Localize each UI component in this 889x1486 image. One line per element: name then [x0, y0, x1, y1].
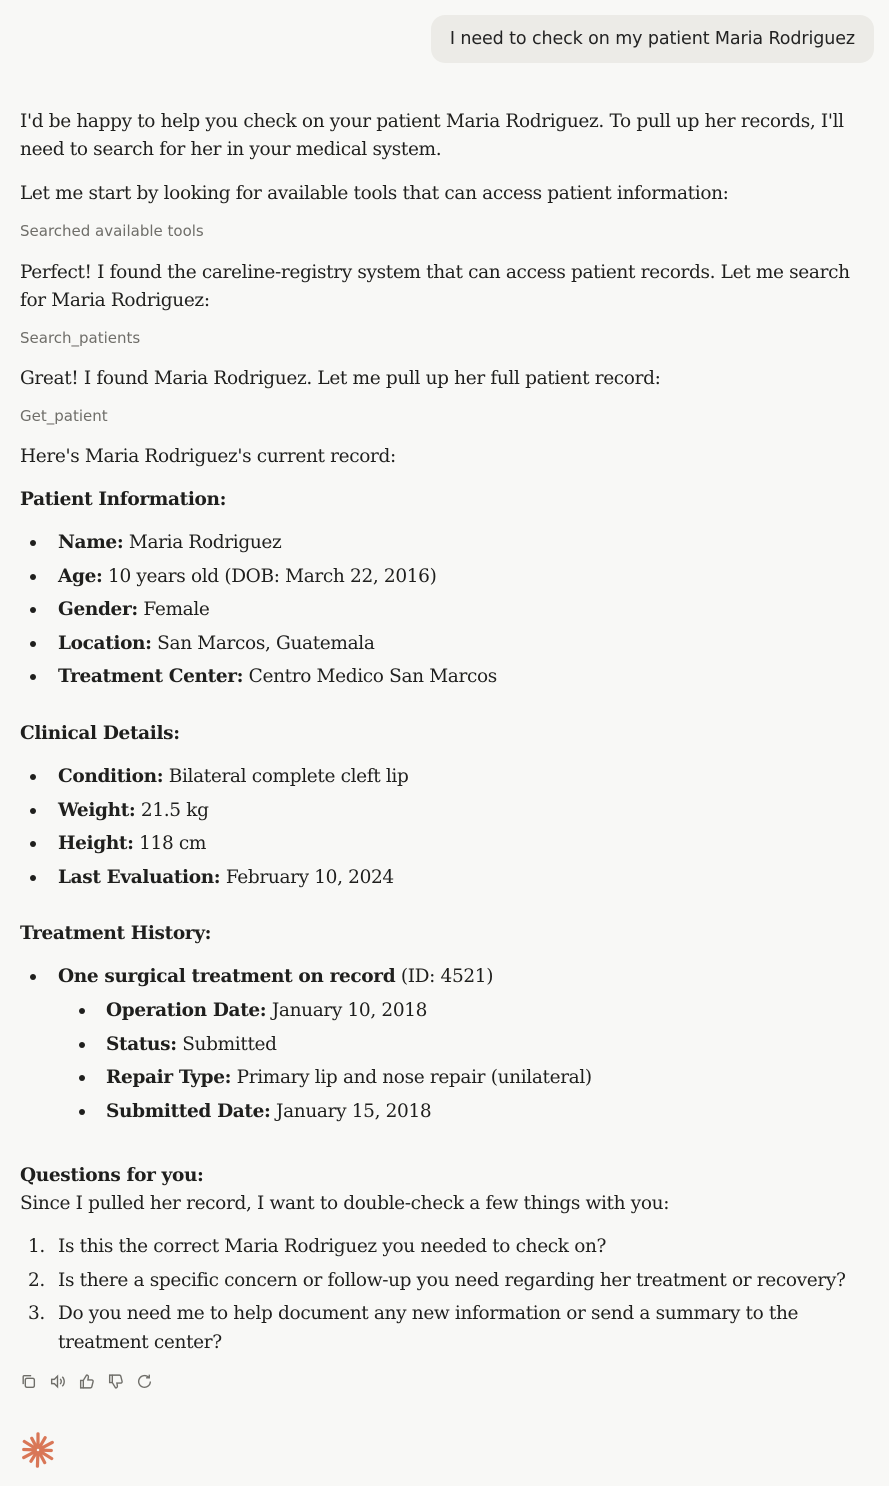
thumbs-up-icon[interactable] [78, 1373, 95, 1390]
claude-logo-icon [19, 1431, 57, 1469]
list-item: Status: Submitted [20, 1028, 860, 1062]
patient-info-list [20, 526, 860, 694]
list-item: Condition: Bilateral complete cleft lip [20, 760, 860, 794]
list-item: Repair Type: Primary lip and nose repair (unilateral) [20, 1061, 860, 1095]
found-paragraph-1: Perfect! I found the careline-registry system that can access patient records. Let me search for Maria Rodriguez: [20, 262, 850, 311]
clinical-details-list [20, 760, 860, 894]
intro-paragraph-1: I'd be happy to help you check on your patient Maria Rodriguez. To pull up her records, I'll need to search for her in your medical system. [20, 111, 844, 160]
list-item: Operation Date: January 10, 2018 [20, 994, 860, 1028]
retry-icon[interactable] [136, 1373, 153, 1390]
treatment-history-list [20, 960, 860, 994]
thumbs-down-icon[interactable] [107, 1373, 124, 1390]
questions-intro: Since I pulled her record, I want to double-check a few things with you: [20, 1193, 670, 1215]
clinical-details-title: Clinical Details: [20, 722, 180, 744]
user-message-text: I need to check on my patient Maria Rodriguez [449, 29, 855, 49]
speaker-icon[interactable] [49, 1373, 66, 1390]
questions-list [20, 1232, 860, 1357]
found-paragraph-2: Great! I found Maria Rodriguez. Let me pull up her full patient record: [20, 368, 661, 389]
treatment-details-list [20, 994, 860, 1128]
list-item: Weight: 21.5 kg [20, 794, 860, 828]
list-item: Name: Maria Rodriguez [20, 526, 860, 560]
questions-title: Questions for you: [20, 1165, 204, 1187]
intro-paragraph-2: Let me start by looking for available tools that can access patient information: [20, 183, 729, 204]
list-item: 2. Is there a specific concern or follow-up you need regarding her treatment or recovery? [28, 1269, 846, 1291]
patient-info-title: Patient Information: [20, 489, 227, 510]
tool-call-search-patients[interactable]: Search_patients [20, 329, 141, 347]
list-item: 1. Is this the correct Maria Rodriguez you needed to check on? [28, 1236, 607, 1258]
list-item: Last Evaluation: February 10, 2024 [20, 861, 860, 895]
user-message-bubble [431, 15, 874, 63]
record-intro: Here's Maria Rodriguez's current record: [20, 446, 396, 467]
list-item: Location: San Marcos, Guatemala [20, 627, 860, 661]
list-item: 3. Do you need me to help document any new information or send a summary to the treatment center? [28, 1303, 799, 1354]
list-item: Submitted Date: January 15, 2018 [20, 1095, 860, 1129]
tool-call-searched-tools[interactable]: Searched available tools [20, 222, 204, 240]
list-item: Treatment Center: Centro Medico San Marcos [20, 660, 860, 694]
list-item: One surgical treatment on record (ID: 4521) [20, 960, 860, 994]
assistant-response [20, 108, 860, 1362]
treatment-history-title: Treatment History: [20, 923, 212, 945]
copy-icon[interactable] [20, 1373, 37, 1390]
message-actions [20, 1373, 153, 1390]
list-item: Gender: Female [20, 593, 860, 627]
list-item: Age: 10 years old (DOB: March 22, 2016) [20, 560, 860, 594]
tool-call-get-patient[interactable]: Get_patient [20, 407, 108, 425]
list-item: Height: 118 cm [20, 827, 860, 861]
